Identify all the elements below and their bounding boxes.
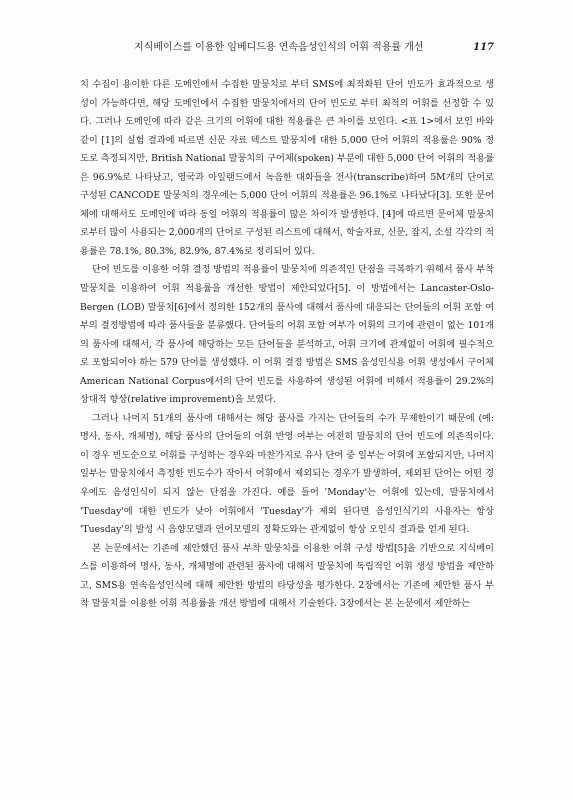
paragraph-4: 본 논문에서는 기존에 제안했던 품사 부착 말뭉치를 이용한 어휘 구성 방법[5]을 기반으로 지식베이스를 이용하여 명사, 동사, 개체명에 관련된 품사에 대해서 말뭉치에 독립적인 어휘 생성 방법을 제안하고, SMS용 연속음성인식에 대해 제안한 방법의 타당성을 평가한다. 2장에서는 기존에 제안한 품사 부착 말뭉치를 이용한 어휘 적용률을 개선 방법에 대해서 기술한다. 3장에서는 본 논문에서 제안하는 [80, 542, 494, 610]
paragraph-2: 단어 빈도를 이용한 어휘 결정 방법의 적용률이 말뭉치에 의존적인 단점을 극복하기 위해서 품사 부착 말뭉치를 이용하여 어휘 적용률을 개선한 방법이 제안되었다[5]. 이 방법에서는 Lancaster-Oslo-Bergen (LOB) 말뭉치[6]에서 정의한 152개의 품사에 대해서 품사에 대응되는 단어들의 어휘 포함 여부의 결정방법에 따라 품사들을 분류했다. 단어들의 어휘 포함 여부가 어휘의 크기에 관련이 없는 101개의 품사에 대해서, 각 품사에 해당하는 모든 단어들을 분석하고, 어휘 크기에 관계없이 어휘에 필수적으로 포함되어야 하는 579 단어를 생성했다. 이 어휘 결정 방법은 SMS 음성인식용 어휘 생성에서 구어체 American National Corpus에서의 단어 빈도를 사용하여 생성된 어휘에 비해서 적용률이 29.2%의 상대적 향상(relative improvement)을 보였다. [80, 264, 494, 406]
running-header [80, 40, 494, 56]
paragraph-1: 치 수집이 용이한 다른 도메인에서 수집한 말뭉치로 부터 SMS에 최적화된 단어 빈도가 효과적으로 생성이 가능하다면, 해당 도메인에서 수집한 말뭉치에서의 단어 빈도로 부터 최적의 어휘를 선정할 수 있다. 그러나 도메인에 따라 같은 크기의 어휘에 대한 적용률은 큰 차이를 보인다. <표 1>에서 보인 바와 같이 [1]의 실험 결과에 따르면 신문 자료 텍스트 말뭉치에 대한 5,000 단어 어휘의 적용률은 90% 정도로 측정되지만, British National 말뭉치의 구어체(spoken) 부분에 대한 5,000 단어 어휘의 적용률은 96.9%로 나타났고, 영국과 아일랜드에서 녹음한 대화들을 전사(transcribe)하여 5M개의 단어로 구성된 CANCODE 말뭉치의 경우에는 5,000 단어 어휘의 적용률은 96.1%로 나타났다[3]. 또한 문어체에 대해서도 도메인에 따라 동일 어휘의 적용률이 많은 차이가 발생한다. [4]에 따르면 문어체 말뭉치로부터 많이 사용되는 2,000개의 단어로 구성된 리스트에 대해서, 학술자료, 신문, 잡지, 소설 각각의 적용률은 78.1%, 80.3%, 82.9%, 87.4%로 정리되어 있다. [80, 79, 494, 257]
body-text [80, 76, 494, 614]
paragraph-3: 그러나 나머지 51개의 품사에 대해서는 해당 품사를 가지는 단어들의 수가 무제한이기 때문에 (예: 명사, 동사, 개체명), 해당 품사의 단어들의 어휘 반영 여부는 여전히 말뭉치의 단어 빈도에 의존적이다. 이 경우 빈도순으로 어휘를 구성하는 경우와 마찬가지로 유사 단어 중 일부는 어휘에 포함되지만, 나머지 일부는 말뭉치에서 측정한 빈도수가 작아서 어휘에서 제외되는 경우가 발생하여, 제외된 단어는 어떤 경우에도 음성인식이 되지 않는 단점을 가진다. 예를 들어 'Monday'는 어휘에 있는데, 말뭉치에서 'Tuesday'에 대한 빈도가 낮아 어휘에서 'Tuesday'가 제외 된다면 음성인식기의 사용자는 항상 'Tuesday'의 발성 시 음향모델과 언어모델의 정확도와는 관계없이 항상 오인식 결과를 얻게 된다. [80, 412, 494, 536]
running-title: 지식베이스를 이용한 임베디드용 연속음성인식의 어휘 적용률 개선 [134, 42, 424, 53]
page-number: 117 [473, 42, 494, 53]
